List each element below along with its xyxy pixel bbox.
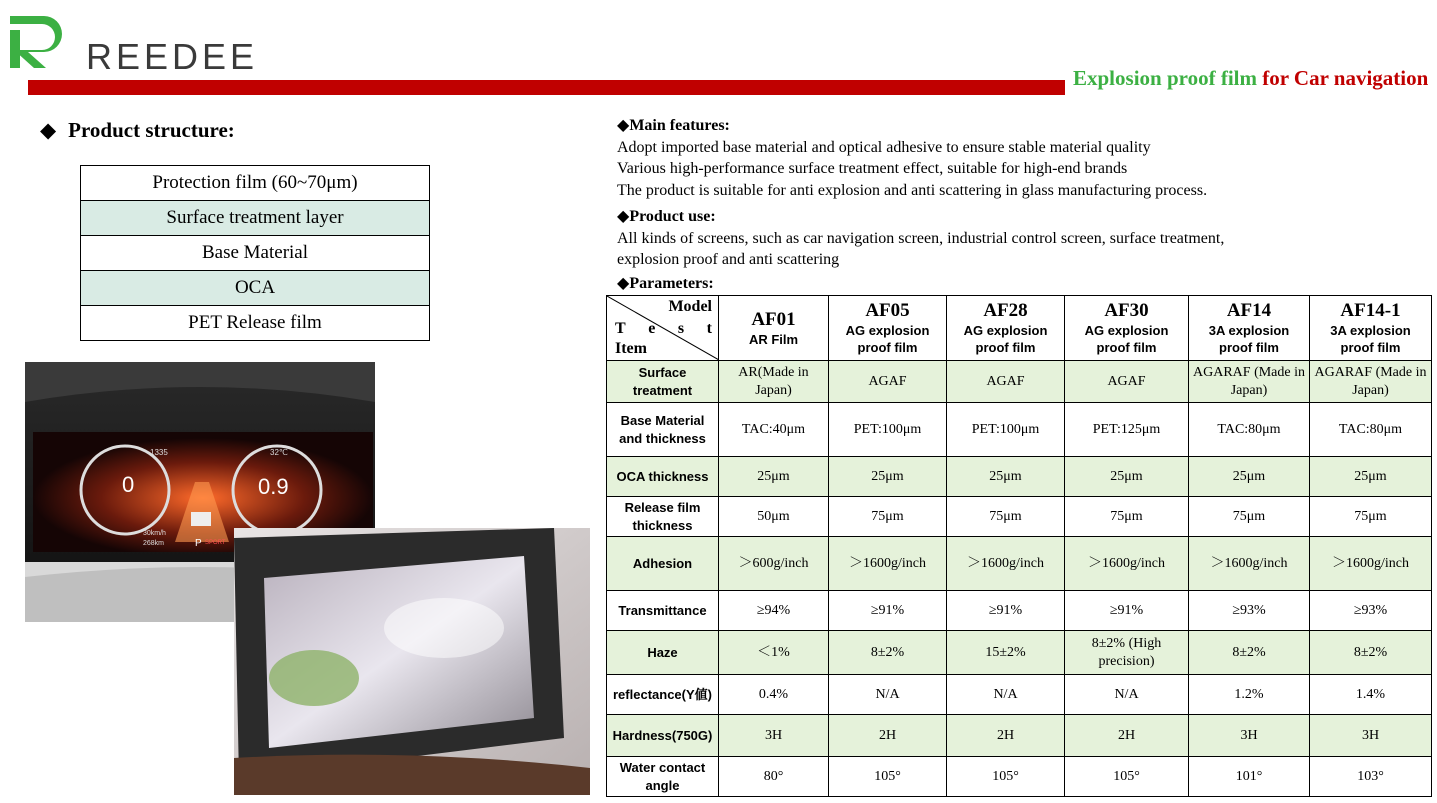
param-value-cell: ＞1600g/inch [1310, 537, 1432, 591]
param-value-cell: AGAF [947, 361, 1065, 403]
param-value-cell: ≥93% [1189, 591, 1310, 631]
param-value-cell: 2H [1065, 715, 1189, 757]
param-item-label: Adhesion [607, 537, 719, 591]
structure-layer: Protection film (60~70μm) [81, 166, 430, 201]
param-row [607, 591, 1432, 631]
param-value-cell: 75μm [1189, 497, 1310, 537]
model-header: AF14 3A explosion proof film [1189, 296, 1310, 361]
param-row [607, 631, 1432, 675]
diamond-bullet-icon: ◆ [40, 118, 57, 142]
param-item-label: Haze [607, 631, 719, 675]
parameters-table [606, 295, 1432, 797]
model-header: AF28 AG explosion proof film [947, 296, 1065, 361]
clock-readout: 1335 [150, 448, 168, 457]
param-value-cell: ≥94% [719, 591, 829, 631]
main-features-heading: ◆Main features: [617, 117, 730, 134]
param-value-cell: 2H [829, 715, 947, 757]
speed-readout: 0 [122, 472, 135, 497]
param-value-cell: TAC:80μm [1310, 403, 1432, 457]
param-value-cell: N/A [1065, 675, 1189, 715]
corner-header-cell [607, 296, 719, 361]
structure-heading: ◆ Product structure: [40, 118, 235, 142]
param-value-cell: 8±2% [1310, 631, 1432, 675]
structure-table [80, 165, 430, 341]
param-row [607, 537, 1432, 591]
structure-layer: PET Release film [81, 306, 430, 341]
param-value-cell: ＞600g/inch [719, 537, 829, 591]
item-label: Item [615, 340, 647, 357]
film-sample-photo [234, 528, 590, 795]
param-value-cell: PET:100μm [829, 403, 947, 457]
structure-layer: Base Material [81, 236, 430, 271]
param-item-label: Hardness(750G) [607, 715, 719, 757]
param-value-cell: 25μm [947, 457, 1065, 497]
param-item-label: Base Material and thickness [607, 403, 719, 457]
param-value-cell: PET:125μm [1065, 403, 1189, 457]
param-item-label: reflectance(Y値) [607, 675, 719, 715]
gear-readout: P [195, 538, 202, 549]
dist-readout: 30km/h [143, 530, 166, 537]
param-value-cell: ＞1600g/inch [947, 537, 1065, 591]
param-value-cell: 3H [719, 715, 829, 757]
param-row [607, 361, 1432, 403]
feature-line: The product is suitable for anti explosion and anti scattering in glass manufacturing process. [617, 181, 1208, 199]
param-value-cell: 25μm [1189, 457, 1310, 497]
diamond-bullet-icon: ◆ [617, 208, 630, 225]
brand-logo [6, 10, 259, 77]
model-header: AF14-1 3A explosion proof film [1310, 296, 1432, 361]
temp-readout: 32℃ [270, 448, 288, 457]
param-value-cell: TAC:40μm [719, 403, 829, 457]
header-red-bar [28, 80, 1065, 95]
use-line: All kinds of screens, such as car navigation screen, industrial control screen, surface treatment, [617, 229, 1225, 247]
param-value-cell: AR(Made in Japan) [719, 361, 829, 403]
model-header: AF01 AR Film [719, 296, 829, 361]
param-value-cell: 75μm [1310, 497, 1432, 537]
use-line: explosion proof and anti scattering [617, 251, 840, 268]
param-row [607, 675, 1432, 715]
param-value-cell: 0.4% [719, 675, 829, 715]
param-value-cell: 75μm [947, 497, 1065, 537]
param-value-cell: 25μm [829, 457, 947, 497]
structure-layer: OCA [81, 271, 430, 306]
fuel-readout: 0.9 [258, 474, 289, 499]
model-header: AF30 AG explosion proof film [1065, 296, 1189, 361]
logo-mark-icon [6, 10, 76, 70]
param-value-cell: 75μm [1065, 497, 1189, 537]
param-row [607, 403, 1432, 457]
param-value-cell: 101° [1189, 757, 1310, 797]
param-value-cell: 3H [1310, 715, 1432, 757]
param-item-label: Surface treatment [607, 361, 719, 403]
param-value-cell: 3H [1189, 715, 1310, 757]
param-value-cell: 2H [947, 715, 1065, 757]
param-value-cell: 8±2% (High precision) [1065, 631, 1189, 675]
param-item-label: Water contact angle [607, 757, 719, 797]
param-row [607, 715, 1432, 757]
param-value-cell: ≥91% [1065, 591, 1189, 631]
param-value-cell: AGARAF (Made in Japan) [1189, 361, 1310, 403]
param-value-cell: PET:100μm [947, 403, 1065, 457]
features-section [617, 115, 1427, 294]
model-label: Model [668, 298, 712, 315]
parameters-heading: ◆Parameters: [617, 274, 714, 292]
range-readout: 268km [143, 540, 165, 547]
param-value-cell: AGAF [1065, 361, 1189, 403]
param-value-cell: 1.2% [1189, 675, 1310, 715]
brand-name: REEDEE [86, 36, 259, 77]
param-value-cell: 8±2% [1189, 631, 1310, 675]
diamond-bullet-icon: ◆ [617, 117, 630, 134]
param-value-cell: 15±2% [947, 631, 1065, 675]
param-value-cell: 80° [719, 757, 829, 797]
title-part-green: Explosion proof film [1073, 66, 1257, 90]
title-part-red: for Car navigation [1262, 66, 1429, 90]
param-value-cell: 75μm [829, 497, 947, 537]
param-value-cell: ＞1600g/inch [829, 537, 947, 591]
param-value-cell: N/A [829, 675, 947, 715]
param-value-cell: ≥93% [1310, 591, 1432, 631]
param-value-cell: 1.4% [1310, 675, 1432, 715]
param-value-cell: 103° [1310, 757, 1432, 797]
param-value-cell: AGARAF (Made in Japan) [1310, 361, 1432, 403]
param-value-cell: ＞1600g/inch [1189, 537, 1310, 591]
param-item-label: Release film thickness [607, 497, 719, 537]
param-value-cell: N/A [947, 675, 1065, 715]
param-item-label: Transmittance [607, 591, 719, 631]
mode-readout: SPORT [205, 540, 226, 546]
test-label: T e s t [615, 320, 712, 337]
param-value-cell: ＞1600g/inch [1065, 537, 1189, 591]
param-value-cell: 105° [947, 757, 1065, 797]
param-row [607, 457, 1432, 497]
page-title [1073, 58, 1433, 99]
param-value-cell: 8±2% [829, 631, 947, 675]
model-header: AF05 AG explosion proof film [829, 296, 947, 361]
param-value-cell: 105° [1065, 757, 1189, 797]
feature-line: Various high-performance surface treatment effect, suitable for high-end brands [617, 160, 1128, 177]
param-value-cell: ≥91% [829, 591, 947, 631]
structure-layer: Surface treatment layer [81, 201, 430, 236]
param-value-cell: ＜1% [719, 631, 829, 675]
param-value-cell: ≥91% [947, 591, 1065, 631]
product-use-heading: ◆Product use: [617, 208, 716, 225]
header-row [607, 296, 1432, 361]
param-value-cell: 50μm [719, 497, 829, 537]
param-row [607, 497, 1432, 537]
param-value-cell: 25μm [1065, 457, 1189, 497]
feature-line: Adopt imported base material and optical adhesive to ensure stable material quality [617, 138, 1151, 156]
diamond-bullet-icon: ◆ [617, 274, 630, 292]
param-value-cell: 25μm [1310, 457, 1432, 497]
param-value-cell: AGAF [829, 361, 947, 403]
param-value-cell: 25μm [719, 457, 829, 497]
param-item-label: OCA thickness [607, 457, 719, 497]
param-value-cell: TAC:80μm [1189, 403, 1310, 457]
param-value-cell: 105° [829, 757, 947, 797]
param-row [607, 757, 1432, 797]
